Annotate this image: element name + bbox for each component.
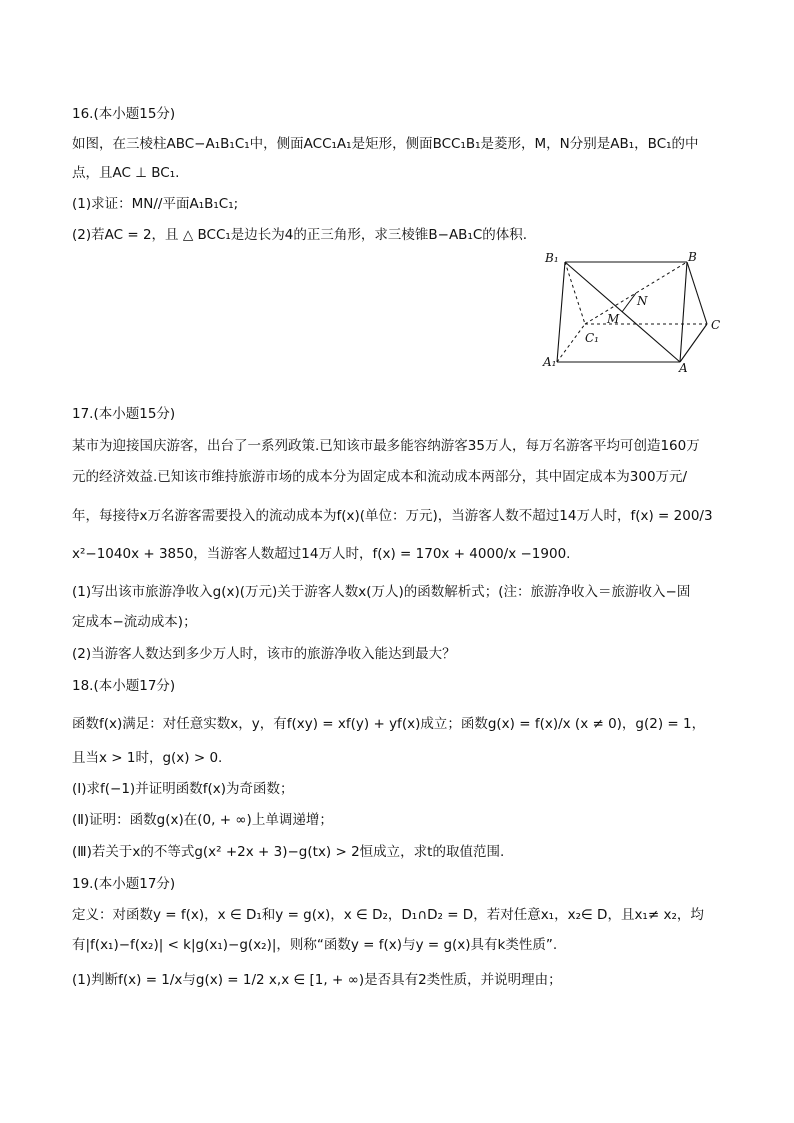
- q16-stem-line1: 如图，在三棱柱ABC−A₁B₁C₁中，侧面ACC₁A₁是矩形，侧面BCC₁B₁是菱形，M，N分别是AB₁，BC₁的中: [72, 136, 699, 152]
- q17-line1: 某市为迎接国庆游客，出台了一系列政策.已知该市最多能容纳游客35万人，每万名游客平均可创造160万: [72, 438, 700, 454]
- q19-line2: 有|f(x₁)−f(x₂)| < k|g(x₁)−g(x₂)|，则称“函数y = f(x)与y = g(x)具有k类性质”.: [72, 937, 558, 953]
- q17-part1-line1: (1)写出该市旅游净收入g(x)(万元)关于游客人数x(万人)的函数解析式；(注：旅游净收入＝旅游收入−固: [72, 584, 691, 600]
- q19-line1: 定义：对函数y = f(x)，x ∈ D₁和y = g(x)，x ∈ D₂，D₁∩D₂ = D，若对任意x₁，x₂∈ D，且x₁≠ x₂，均: [72, 907, 704, 923]
- q18-header: 18.(本小题17分): [72, 678, 176, 694]
- q18-part1: (Ⅰ)求f(−1)并证明函数f(x)为奇函数；: [72, 781, 294, 797]
- q16-stem-line2: 点，且AC ⊥ BC₁.: [72, 165, 180, 181]
- q18-part2: (Ⅱ)证明：函数g(x)在(0, + ∞)上单调递增；: [72, 812, 333, 828]
- label-M: M: [607, 312, 620, 326]
- q18-line2: 且当x > 1时，g(x) > 0.: [72, 750, 223, 766]
- label-B: B: [688, 250, 697, 264]
- prism-figure: [535, 248, 735, 376]
- q17-part2: (2)当游客人数达到多少万人时，该市的旅游净收入能达到最大？: [72, 646, 456, 662]
- q16-part2: (2)若AC = 2，且 △ BCC₁是边长为4的正三角形，求三棱锥B−AB₁C的体积.: [72, 227, 528, 243]
- label-C1: C₁: [585, 331, 599, 345]
- label-A: A: [679, 361, 688, 375]
- label-N: N: [637, 294, 648, 308]
- label-A1: A₁: [543, 355, 557, 369]
- label-B1: B₁: [545, 251, 559, 265]
- q17-line3: 年，每接待x万名游客需要投入的流动成本为f(x)(单位：万元)，当游客人数不超过14万人时，f(x) = 200/3: [72, 508, 713, 524]
- q16-part1: (1)求证：MN//平面A₁B₁C₁;: [72, 196, 239, 212]
- q17-header: 17.(本小题15分): [72, 406, 176, 422]
- q19-part1: (1)判断f(x) = 1/x与g(x) = 1/2 x,x ∈ [1, + ∞)是否具有2类性质，并说明理由；: [72, 972, 562, 988]
- q17-line4: x²−1040x + 3850，当游客人数超过14万人时，f(x) = 170x + 4000/x −1900.: [72, 546, 571, 562]
- q17-line2: 元的经济效益.已知该市维持旅游市场的成本分为固定成本和流动成本两部分，其中固定成本为300万元/: [72, 469, 688, 485]
- q17-part1-line2: 定成本−流动成本)；: [72, 614, 197, 630]
- q18-part3: (Ⅲ)若关于x的不等式g(x² +2x + 3)−g(tx) > 2恒成立，求t的取值范围.: [72, 844, 505, 860]
- q19-header: 19.(本小题17分): [72, 876, 176, 892]
- q16-header: 16.(本小题15分): [72, 106, 176, 122]
- label-C: C: [711, 318, 721, 332]
- q18-line1: 函数f(x)满足：对任意实数x，y，有f(xy) = xf(y) + yf(x)成立；函数g(x) = f(x)/x (x ≠ 0)，g(2) = 1，: [72, 716, 706, 732]
